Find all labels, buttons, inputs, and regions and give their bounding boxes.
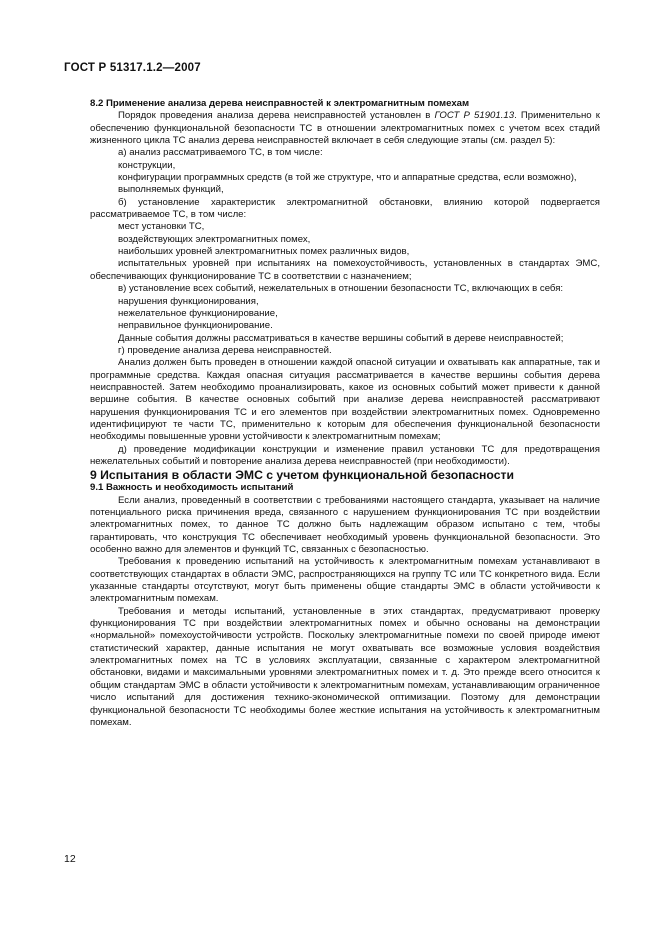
list-item: мест установки ТС, <box>118 221 205 233</box>
standard-reference: ГОСТ Р 51901.13 <box>434 110 515 122</box>
list-item: воздействующих электромагнитных помех, <box>118 233 311 245</box>
intro-prefix: Порядок проведения анализа дерева неисправностей установлен в <box>118 110 435 122</box>
list-item: д) проведение модификации конструкции и изменение правил установки ТС для предотвращения нежелательных событий и повторение анализа дерева неисправностей (при необходимости). <box>90 443 600 467</box>
body-paragraph: Если анализ, проведенный в соответствии с требованиями настоящего стандарта, указывает на наличие потенциального риска причинения вреда, связанного с нарушением функционирования ТС при воздействии электромагнитных помех, то данное ТС должно быть надлежащим образом испытано с тем, чтобы гарантировать, что конструкция ТС обеспечивает необходимый уровень функциональной безопасности. Это особенно важно для элементов и функций ТС, связанных с безопасностью. <box>90 494 600 556</box>
list-item: неправильное функционирование. <box>118 320 273 332</box>
section-8-2-intro <box>90 110 600 147</box>
body-paragraph: Требования к проведению испытаний на устойчивость к электромагнитным помехам устанавливают в соответствующих стандартах в области ЭМС, распространяющихся на группу ТС или ТС конкретного вида. Если указанные стандарты отсутствуют, могут быть применены общие стандарты ЭМС в области устойчивости к электромагнитным помехам. <box>90 556 600 605</box>
list-item: в) установление всех событий, нежелательных в отношении безопасности ТС, включающих в себя: <box>118 283 564 295</box>
list-item: испытательных уровней при испытаниях на помехоустойчивость, установленных в стандартах ЭМС, обеспечивающих функционирование ТС в соответствии с назначением; <box>90 258 600 282</box>
section-8-2-heading: 8.2 Применение анализа дерева неисправностей к электромагнитным помехам <box>90 98 470 109</box>
body-paragraph: Требования и методы испытаний, установленные в этих стандартах, предусматривают проверку функционирования ТС при воздействии электромагнитных помех и обычно основаны на демонстрации «нормальной» помехоустойчивости устройств. Поскольку электромагнитные помехи по своей природе имеют статистический характер, данные испытания не могут охватывать все возможные условия воздействия электромагнитных помех на ТС в условиях эксплуатации, связанные с характером электромагнитной обстановки, видами и максимальными уровнями электромагнитных помех и т. д. Это прежде всего относится к общим стандартам ЭМС в области устойчивости к электромагнитным помехам, устанавливающим ограниченное число испытаний для достижения технико-экономической оптимизации. Поэтому для демонстрации функциональной безопасности ТС необходимы более жесткие испытания на устойчивость к электромагнитным помехам. <box>90 605 600 728</box>
list-item: нежелательное функционирование, <box>118 307 278 319</box>
list-item: г) проведение анализа дерева неисправностей. <box>118 344 332 356</box>
list-item: конструкции, <box>118 159 176 171</box>
list-item: нарушения функционирования, <box>118 295 259 307</box>
intro-suffix: . Применительно к обеспечению функциональной безопасности ТС в отношении электромагнитных помех с учетом всех стадий жизненного цикла ТС анализ дерева неисправностей включает в себя следующие этапы (см. раздел 5): <box>90 110 600 147</box>
section-9-heading: 9 Испытания в области ЭМС с учетом функциональной безопасности <box>90 468 514 483</box>
list-item: б) установление характеристик электромагнитной обстановки, влиянию которой подвергается рассматриваемое ТС, в том числе: <box>90 196 600 221</box>
section-9-1-heading: 9.1 Важность и необходимость испытаний <box>90 482 294 494</box>
list-item: выполняемых функций, <box>118 184 224 196</box>
list-item: Данные события должны рассматриваться в качестве вершины событий в дереве неисправностей; <box>118 332 564 344</box>
standard-header: ГОСТ Р 51317.1.2—2007 <box>64 62 201 74</box>
page-content <box>90 98 600 729</box>
list-item: а) анализ рассматриваемого ТС, в том числе: <box>118 147 323 159</box>
list-item: конфигурации программных средств (в той же структуре, что и аппаратные средства, если возможно), <box>118 172 577 184</box>
list-item: наибольших уровней электромагнитных помех различных видов, <box>118 246 410 258</box>
page-number: 12 <box>64 853 76 865</box>
analysis-paragraph: Анализ должен быть проведен в отношении каждой опасной ситуации и охватывать как аппаратные, так и программные средства. Каждая опасная ситуация рассматривается в качестве вершины события дерева неисправностей. Затем необходимо проанализировать, какое из основных событий может привести к данной вершине события. В качестве основных событий при анализе дерева неисправностей рассматривают нарушения функционирования ТС и его элементов при воздействии электромагнитных помех. Одновременно идентифицируют те части ТС, применительно к которым для обеспечения функциональной безопасности необходимы повышенные уровни устойчивости к электромагнитным помехам; <box>90 357 600 443</box>
